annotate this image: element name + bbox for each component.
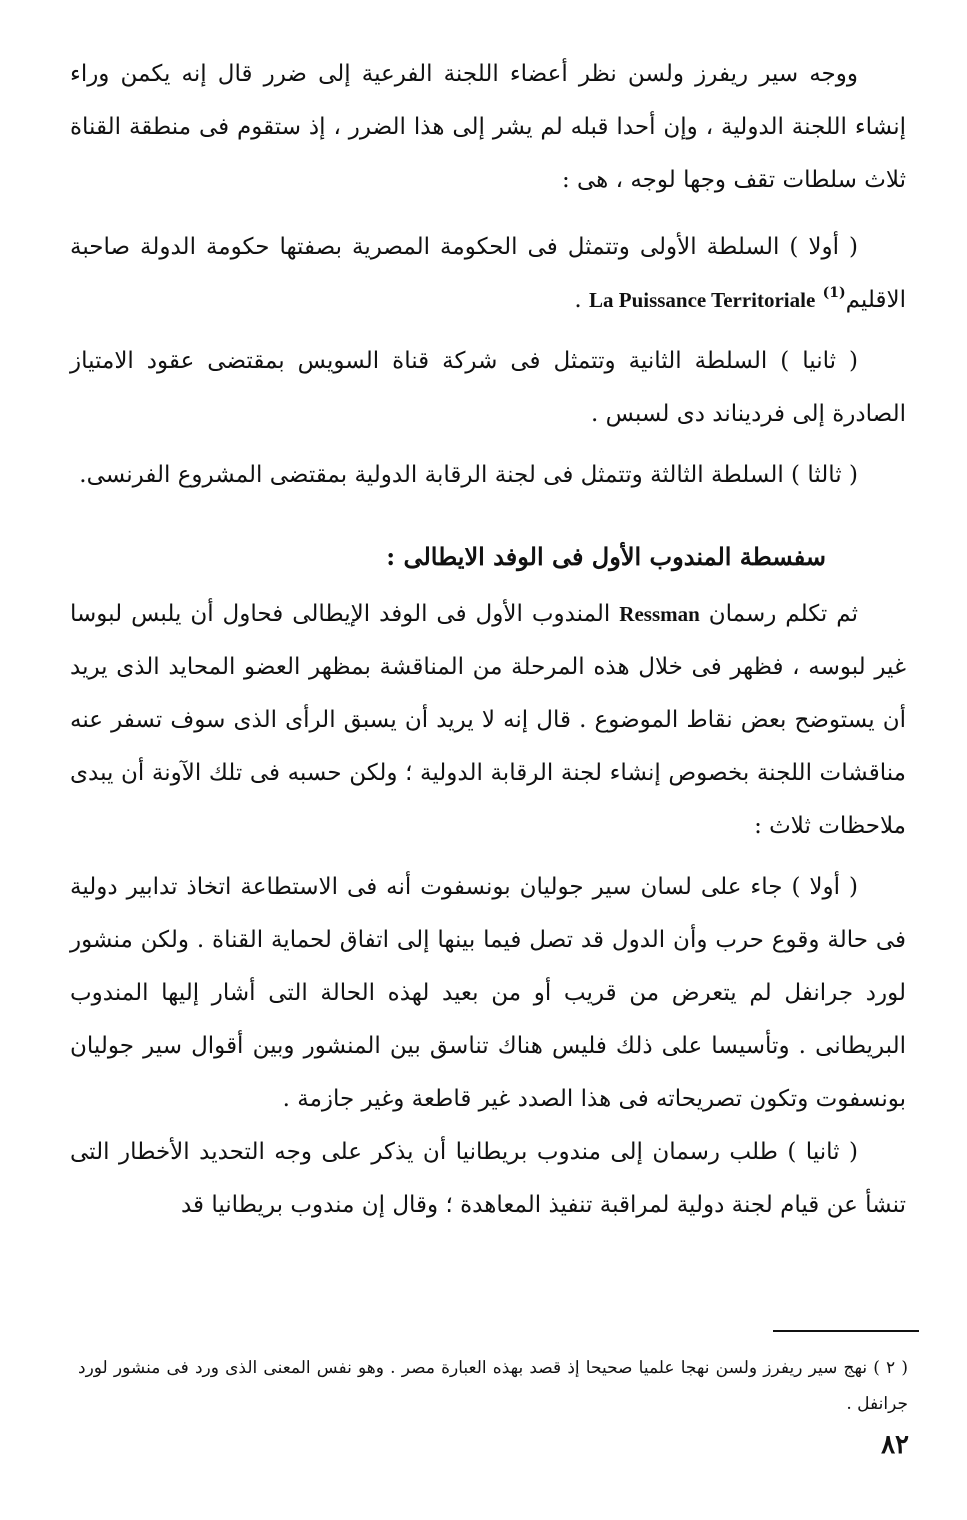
paragraph-second-authority: ( ثانيا ) السلطة الثانية وتتمثل فى شركة قناة السويس بمقتضى عقود الامتياز الصادرة إلى فردیناند دى لسبس .	[70, 348, 906, 427]
paragraph-third-authority: ( ثالثا ) السلطة الثالثة وتتمثل فى لجنة الرقابة الدولية بمقتضى المشروع الفرنسى.	[79, 462, 858, 488]
footnote-reference: (1)	[822, 285, 846, 301]
latin-name-ressman: Ressman	[619, 602, 700, 626]
footnote-divider	[773, 1330, 919, 1332]
ressman-intro: ثم تكلم رسمان	[708, 601, 858, 627]
paragraph-intro: ووجه سير ريفرز ولسن نظر أعضاء اللجنة الفرعية إلى ضرر قال إنه يكمن وراء إنشاء اللجنة الدولية ، وإن أحدا قبله لم يشر إلى هذا الضرر ، إذ ستقوم فى منطقة القناة ثلاث سلطات تقف وجها لوجه ، هى :	[70, 61, 906, 193]
section-heading: سفسطة المندوب الأول فى الوفد الايطالى :	[386, 542, 826, 571]
page-body	[70, 48, 906, 1232]
paragraph-first-authority	[70, 221, 906, 327]
ressman-body: المندوب الأول فى الوفد الإيطالى فحاول أن يلبس لبوسا غير لبوسه ، فظهر فى خلال هذه المرحلة من المناقشة بمظهر العضو المحايد الذى يريد أن يستوضح بعض نقاط الموضوع . قال إنه لا يريد أن يسبق الرأى الذى سوف تسفر عنه مناقشات اللجنة بخصوص إنشاء لجنة الرقابة الدولية ؛ ولكن حسبه فى تلك الآونة أن يبدى ملاحظات ثلاث :	[70, 601, 906, 839]
page-number: ٨٢	[881, 1430, 909, 1460]
latin-term-territorial-power: La Puissance Territoriale	[588, 288, 816, 312]
paragraph-ressman	[70, 588, 906, 853]
first-authority-text: ( أولا ) السلطة الأولى وتتمثل فى الحكومة المصرية بصفتها حكومة الدولة صاحبة الاقليم	[70, 234, 906, 313]
footnote: ( ٢ ) نهج سير ريفرز ولسن نهجا علميا صحيحا إذ قصد بهذه العبارة مصر . وهو نفس المعنى الذى ورد فى منشور لورد جرانفل .	[78, 1358, 908, 1414]
paragraph-first-remark: ( أولا ) جاء على لسان سير جوليان بونسفوت أنه فى الاستطاعة اتخاذ تدابير دولية فى حالة وقوع حرب وأن الدول قد تصل فيما بينها إلى اتفاق لحماية القناة . ولكن منشور لورد جرانفل لم يتعرض من قريب أو من بعيد لهذه الحالة التى أشار إليها المندوب البريطانى . وتأسيسا على ذلك فليس هناك تناسق بين المنشور وبين أقوال سير جوليان بونسفوت وتكون تصريحاته فى هذا الصدد غير قاطعة وغير جازمة .	[70, 874, 906, 1112]
first-authority-end: .	[574, 287, 589, 313]
paragraph-second-remark: ( ثانيا ) طلب رسمان إلى مندوب بريطانيا أن يذكر على وجه التحديد الأخطار التى تنشأ عن قيام لجنة دولية لمراقبة تنفيذ المعاهدة ؛ وقال إن مندوب بريطانيا قد	[70, 1139, 906, 1218]
